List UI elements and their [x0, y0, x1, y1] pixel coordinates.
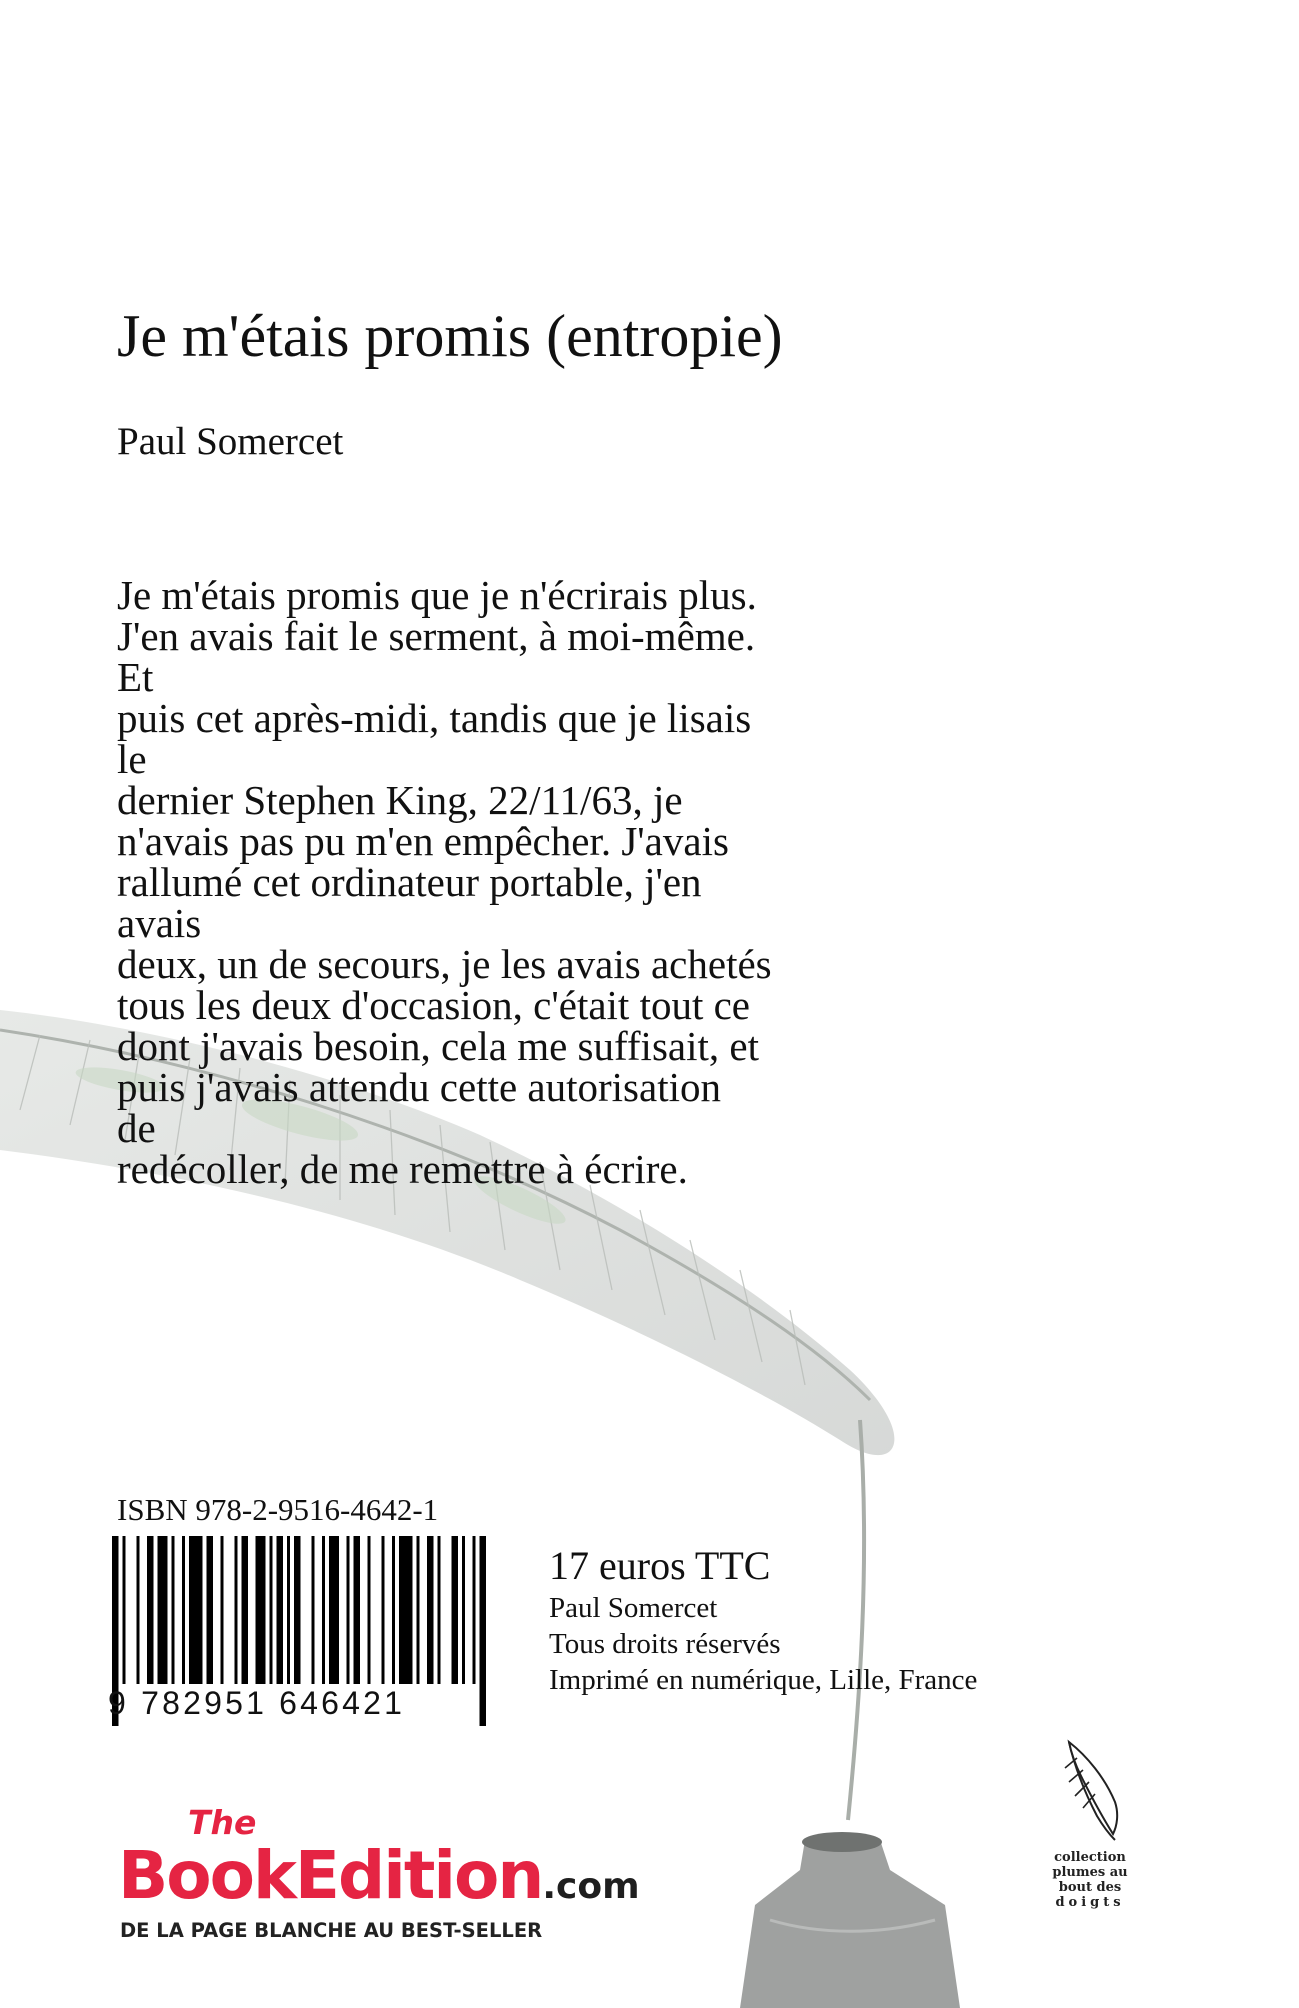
logo-tagline: DE LA PAGE BLANCHE AU BEST-SELLER	[120, 1919, 543, 1942]
isbn-label: ISBN 978-2-9516-4642-1	[117, 1492, 439, 1527]
price: 17 euros TTC	[549, 1543, 771, 1588]
blurb-line: avais	[117, 900, 202, 946]
inkwell-illustration	[740, 1832, 960, 2008]
blurb-line: Je m'étais promis que je n'écrirais plus.	[117, 572, 757, 618]
printing-notice: Imprimé en numérique, Lille, France	[549, 1664, 978, 1696]
logo-the: The	[188, 1803, 257, 1842]
collection-line: collection	[1054, 1850, 1126, 1865]
quill-icon	[1057, 1738, 1127, 1843]
blurb-line: dont j'avais besoin, cela me suffisait, et	[117, 1023, 759, 1069]
blurb-line: de	[117, 1105, 156, 1151]
book-title: Je m'étais promis (entropie)	[117, 303, 783, 369]
copyright-author: Paul Somercet	[549, 1592, 718, 1624]
book-author: Paul Somercet	[117, 420, 344, 463]
blurb-line: dernier Stephen King, 22/11/63, je	[117, 777, 683, 823]
blurb-line: puis j'avais attendu cette autorisation	[117, 1064, 721, 1110]
blurb-line: le	[117, 736, 147, 782]
collection-line: doigts	[1055, 1895, 1125, 1910]
logo-wordmark	[118, 1837, 640, 1922]
collection-mark	[1035, 1850, 1145, 1910]
blurb-line: J'en avais fait le serment, à moi-même.	[117, 613, 756, 659]
back-cover-blurb	[117, 572, 772, 1192]
logo-domain: .com	[542, 1866, 640, 1907]
blurb-line: redécoller, de me remettre à écrire.	[117, 1146, 688, 1192]
barcode-digits: 9 782951 646421	[108, 1685, 406, 1721]
collection-line: plumes au	[1052, 1865, 1128, 1880]
blurb-line: deux, un de secours, je les avais achetés	[117, 941, 772, 987]
logo-name: BookEdition	[118, 1837, 543, 1914]
blurb-line: tous les deux d'occasion, c'était tout ce	[117, 982, 750, 1028]
blurb-line: Et	[117, 654, 154, 700]
blurb-line: rallumé cet ordinateur portable, j'en	[117, 859, 702, 905]
blurb-line: puis cet après-midi, tandis que je lisais	[117, 695, 752, 741]
collection-line: bout des	[1058, 1880, 1122, 1895]
rights-notice: Tous droits réservés	[549, 1628, 781, 1660]
blurb-line: n'avais pas pu m'en empêcher. J'avais	[117, 818, 729, 864]
